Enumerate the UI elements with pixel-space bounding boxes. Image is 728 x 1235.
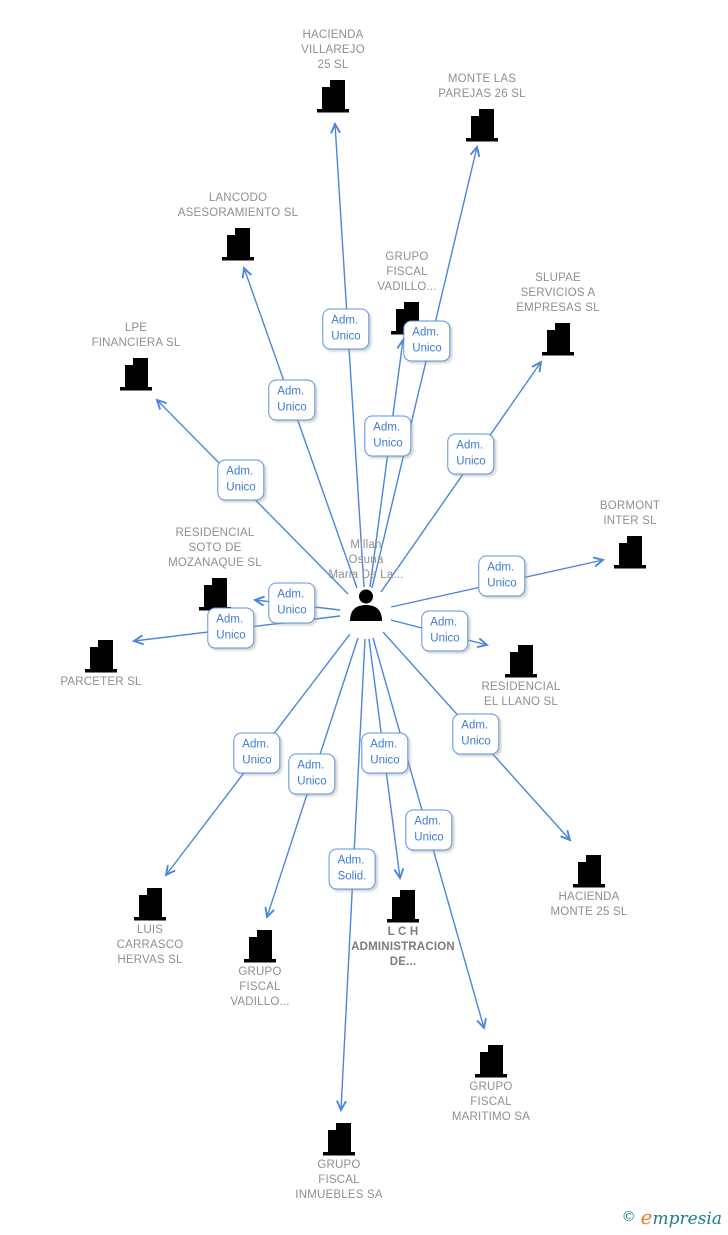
edge-label-adm-unico[interactable] [268,583,315,624]
building-icon [473,1040,509,1078]
edge-label-text: Adm. Unico [456,439,486,468]
edge-label-text: Adm. Unico [242,738,272,767]
brand-footer[interactable] [622,1205,722,1229]
company-name: LANCODO ASESORAMIENTO SL [177,192,299,219]
company-node-lancodo-asesoramiento-sl[interactable] [163,191,313,263]
brand-logo [641,1205,722,1229]
edge-label-adm-unico[interactable] [403,321,450,362]
edge-label-adm-unico[interactable] [405,810,452,851]
company-name: LPE FINANCIERA SL [91,322,181,349]
edge-label-text: Adm. Unico [414,815,444,844]
company-node-parceter-sl[interactable] [26,633,176,690]
person-name: Millan Osuna Maria De La... [328,539,404,581]
edge-label-text: Adm. Unico [331,314,361,343]
brand-rest: mpresia [652,1209,722,1229]
edge-label-adm-unico[interactable] [447,434,494,475]
company-name: LUIS CARRASCO HERVAS SL [116,924,184,966]
company-name: SLUPAE SERVICIOS A EMPRESAS SL [516,272,600,314]
edge-label-text: Adm. Unico [297,759,327,788]
company-name: GRUPO FISCAL INMUEBLES SA [295,1159,383,1201]
edge-label-adm-unico[interactable] [233,733,280,774]
company-name: RESIDENCIAL EL LLANO SL [481,681,561,708]
person-icon [348,589,384,621]
edge-label-text: Adm. Unico [216,613,246,642]
company-node-monte-las-parejas-26-sl[interactable] [407,72,557,144]
edge-hacienda-villarejo [335,124,364,587]
company-node-hacienda-villarejo-25-sl[interactable] [258,28,408,115]
edge-label-text: Adm. Unico [412,326,442,355]
edge-label-adm-unico[interactable] [478,556,525,597]
building-icon [571,850,607,888]
company-name: L C H ADMINISTRACION DE... [351,926,455,968]
edge-label-adm-unico[interactable] [322,309,369,350]
building-icon [118,353,154,391]
company-node-residencial-el-llano-sl[interactable] [446,638,596,710]
brand-first-letter: e [640,1205,653,1229]
company-node-hacienda-monte-25-sl[interactable] [514,848,664,920]
building-icon [220,223,256,261]
copyright-icon: © [621,1209,636,1225]
company-node-grupo-fiscal-maritimo-sa[interactable] [416,1038,566,1125]
edge-label-text: Adm. Solid. [337,854,367,883]
building-icon [83,635,119,673]
building-icon [540,318,576,356]
building-icon-highlighted [385,885,421,923]
building-icon [321,1118,357,1156]
company-name: GRUPO FISCAL MARITIMO SA [451,1081,531,1123]
company-name: GRUPO FISCAL VADILLO... [230,966,290,1008]
building-icon [132,883,168,921]
edge-label-text: Adm. Unico [277,588,307,617]
edge-label-text: Adm. Unico [461,719,491,748]
building-icon [612,531,648,569]
edge-label-text: Adm. Unico [430,616,460,645]
building-icon [464,104,500,142]
company-node-lpe-financiera-sl[interactable] [61,321,211,393]
edge-label-adm-unico[interactable] [452,714,499,755]
edge-label-adm-unico[interactable] [361,733,408,774]
edge-label-adm-solid[interactable] [329,849,376,890]
edge-label-adm-unico[interactable] [364,416,411,457]
edge-label-text: Adm. Unico [487,561,517,590]
company-name: PARCETER SL [60,676,142,688]
building-icon [503,640,539,678]
edge-label-adm-unico[interactable] [217,460,264,501]
company-node-grupo-fiscal-vadillo-bottom[interactable] [185,923,335,1010]
building-icon [197,573,233,611]
edge-label-adm-unico[interactable] [421,611,468,652]
company-name: MONTE LAS PAREJAS 26 SL [438,73,526,100]
building-icon [242,925,278,963]
edge-label-adm-unico[interactable] [268,380,315,421]
company-node-lch-administracion-highlighted[interactable] [328,883,478,970]
company-name: RESIDENCIAL SOTO DE MOZANAQUE SL [168,527,262,569]
edge-label-adm-unico[interactable] [288,754,335,795]
edge-monte-las-parejas [372,147,477,588]
edge-label-text: Adm. Unico [226,465,256,494]
company-name: GRUPO FISCAL VADILLO... [377,251,437,293]
building-icon [315,75,351,113]
edge-label-text: Adm. Unico [277,385,307,414]
company-name: HACIENDA MONTE 25 SL [550,891,628,918]
edge-label-text: Adm. Unico [370,738,400,767]
edge-label-adm-unico[interactable] [207,608,254,649]
edge-label-text: Adm. Unico [373,421,403,450]
company-node-grupo-fiscal-inmuebles-sa[interactable] [264,1116,414,1203]
company-name: HACIENDA VILLAREJO 25 SL [301,29,365,71]
company-name: BORMONT INTER SL [599,500,661,527]
company-node-slupae-servicios-a-empresas-sl[interactable] [483,271,633,358]
company-node-bormont-inter-sl[interactable] [555,499,705,571]
